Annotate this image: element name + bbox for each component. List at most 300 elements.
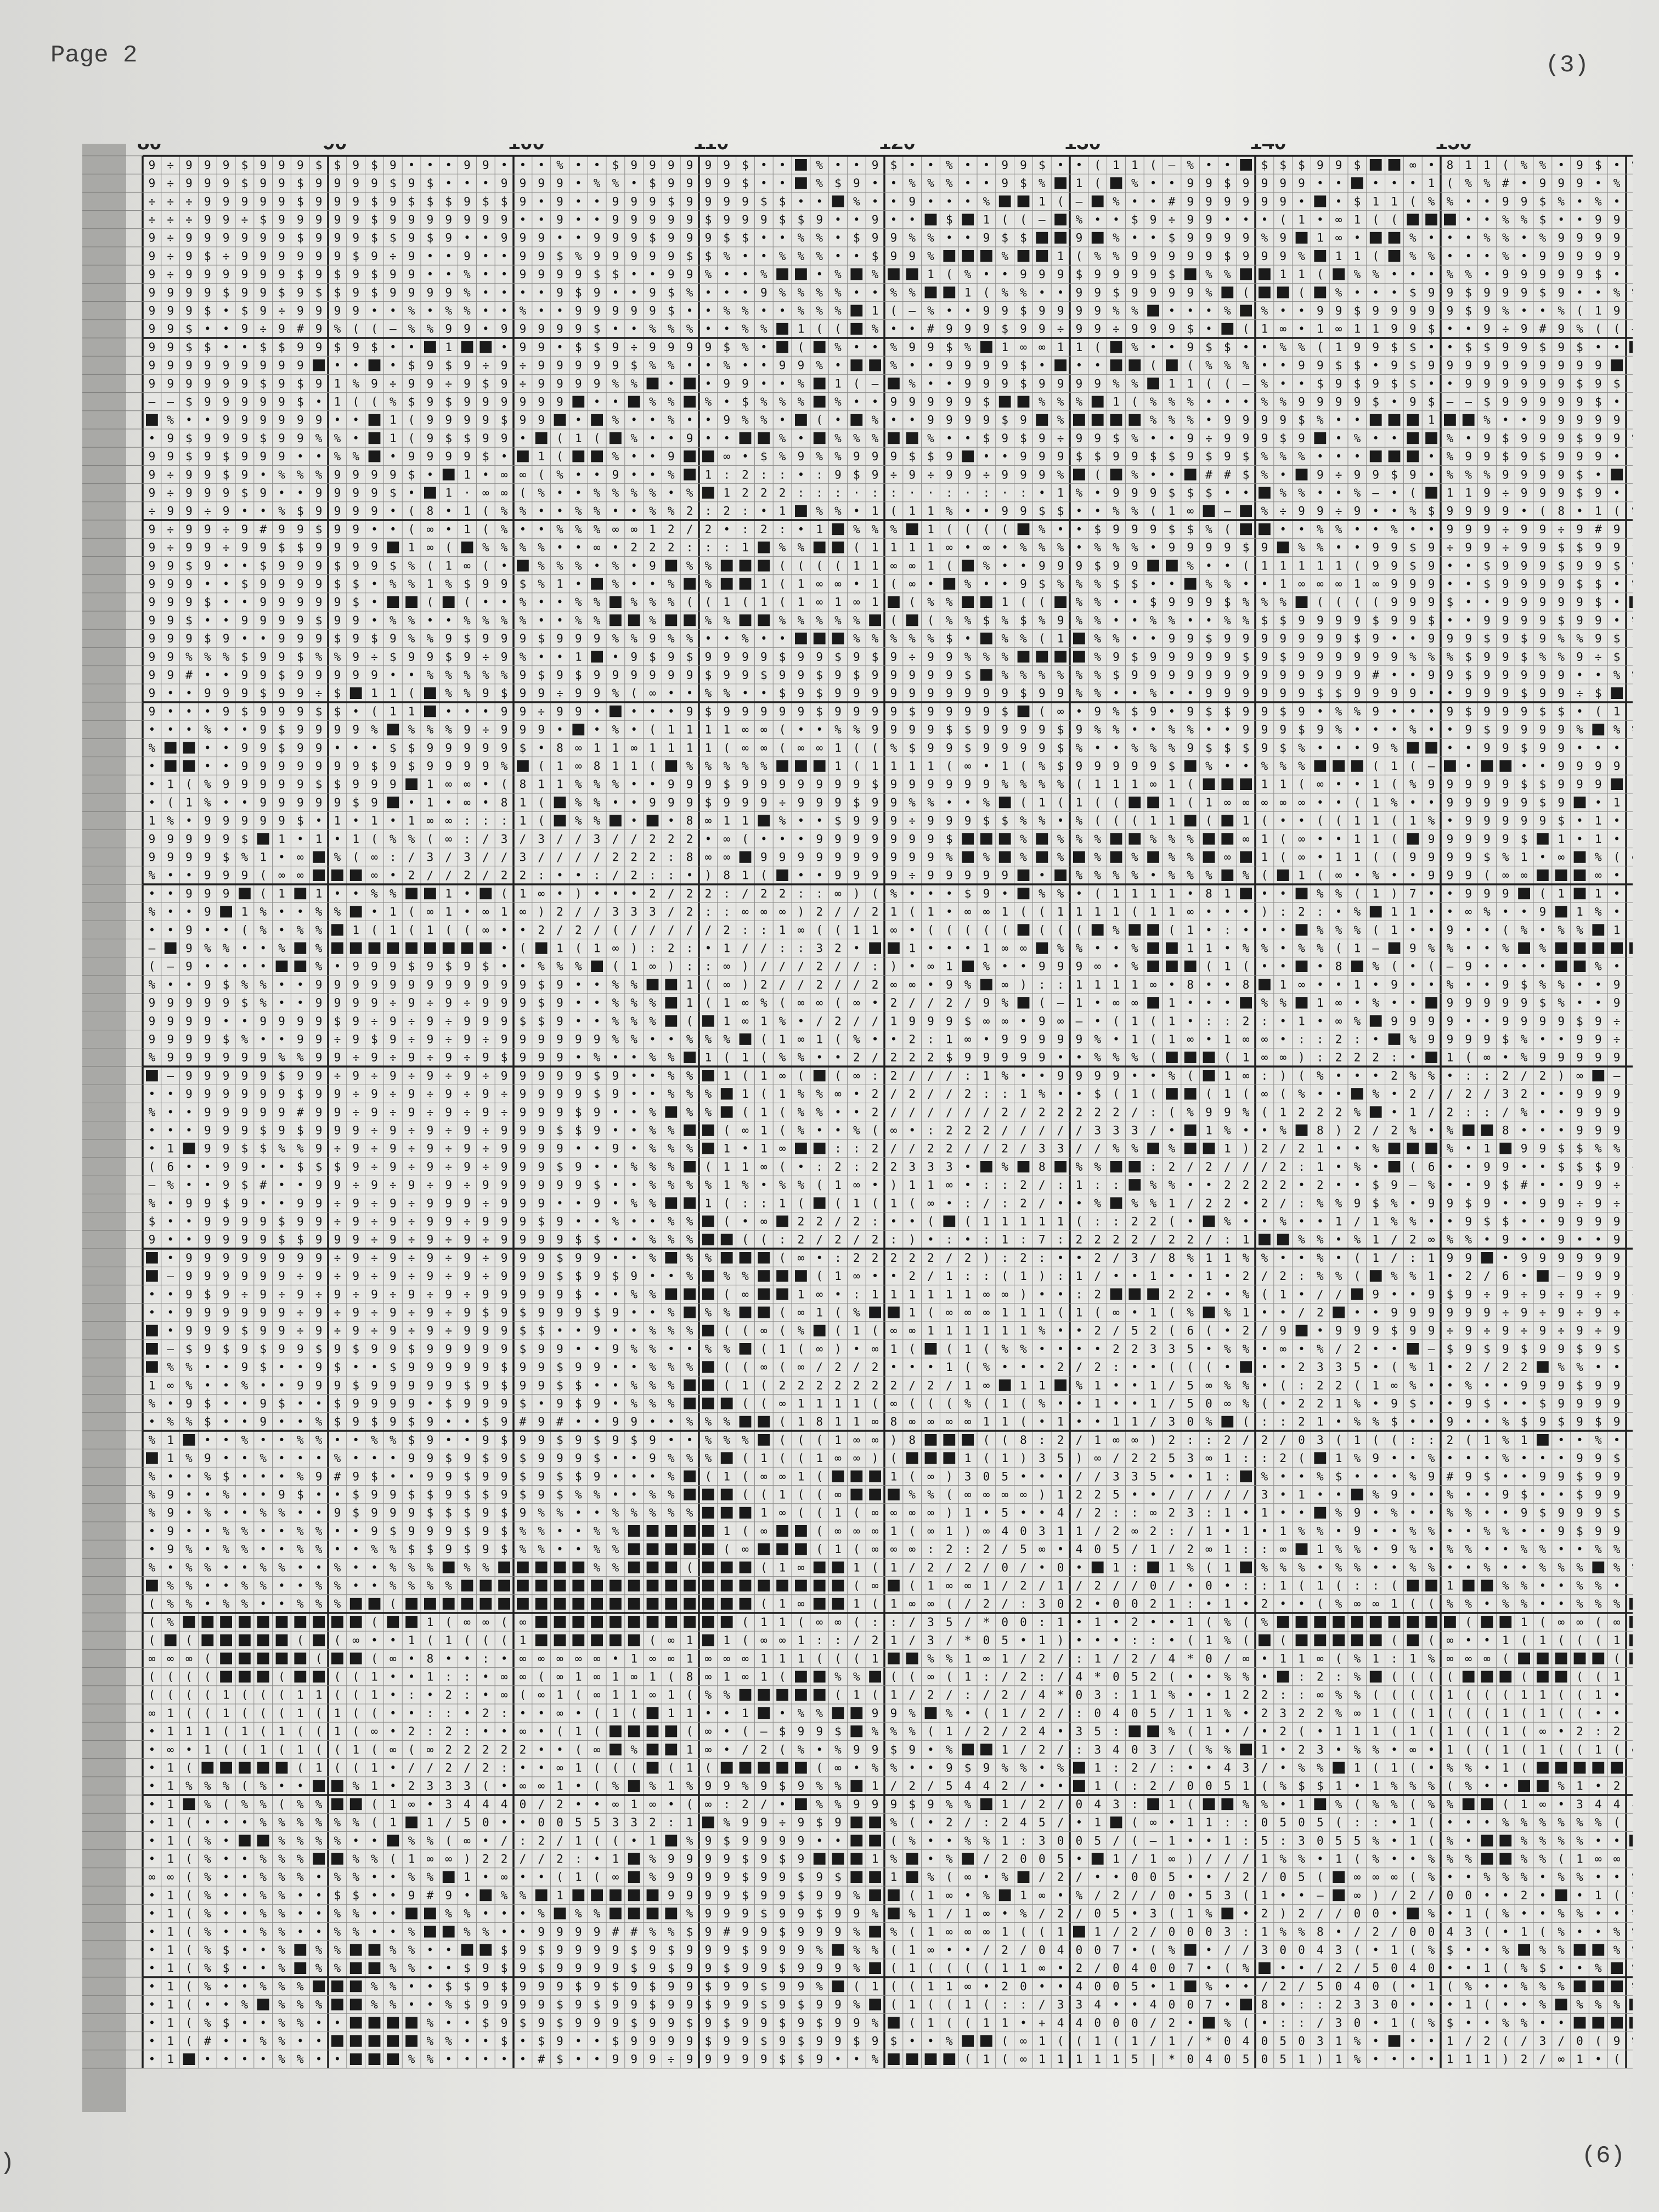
- stitch-symbol: •: [890, 213, 898, 227]
- stitch-symbol: ∞: [853, 1178, 860, 1192]
- stitch-symbol: 1: [742, 869, 749, 882]
- stitch-symbol: 9: [1465, 887, 1472, 900]
- stitch-symbol: %: [1076, 669, 1083, 682]
- stitch-symbol: 9: [1502, 396, 1509, 409]
- stitch-symbol: 9: [520, 232, 527, 245]
- stitch-symbol: •: [464, 177, 471, 190]
- stitch-symbol: [572, 724, 584, 735]
- stitch-symbol: •: [649, 1069, 656, 1082]
- stitch-symbol: [1632, 1197, 1633, 1210]
- stitch-symbol: •: [1391, 1105, 1398, 1119]
- stitch-symbol: •: [223, 796, 230, 809]
- stitch-symbol: $: [705, 213, 712, 227]
- stitch-symbol: 9: [185, 887, 193, 900]
- stitch-symbol: %: [816, 614, 823, 627]
- stitch-symbol: •: [964, 942, 972, 955]
- stitch-symbol: (: [445, 541, 452, 554]
- stitch-symbol: •: [352, 414, 359, 427]
- stitch-symbol: %: [1447, 195, 1454, 208]
- stitch-symbol: /: [834, 960, 842, 973]
- stitch-symbol: $: [185, 614, 193, 627]
- stitch-symbol: 1: [594, 942, 601, 955]
- stitch-symbol: [628, 614, 640, 626]
- stitch-symbol: •: [705, 323, 712, 336]
- stitch-symbol: •: [501, 250, 508, 263]
- stitch-symbol: •: [1150, 232, 1157, 245]
- stitch-symbol: 8: [556, 741, 563, 754]
- stitch-symbol: %: [1335, 1197, 1342, 1210]
- stitch-symbol: ∞: [742, 996, 749, 1009]
- stitch-symbol: 9: [909, 250, 916, 263]
- stitch-symbol: %: [1354, 1105, 1361, 1119]
- stitch-symbol: 9: [185, 942, 193, 955]
- stitch-symbol: 1: [390, 432, 397, 445]
- stitch-symbol: 2: [760, 887, 768, 900]
- stitch-symbol: •: [853, 250, 860, 263]
- stitch-symbol: 1: [890, 760, 898, 773]
- stitch-symbol: 9: [352, 632, 359, 645]
- stitch-symbol: –: [167, 960, 174, 973]
- stitch-symbol: ÷: [334, 1069, 341, 1082]
- stitch-symbol: $: [297, 1160, 304, 1173]
- stitch-symbol: 9: [464, 978, 471, 991]
- stitch-symbol: 9: [1595, 1087, 1602, 1101]
- stitch-symbol: •: [241, 960, 249, 973]
- stitch-symbol: ÷: [352, 1178, 359, 1192]
- stitch-symbol: •: [204, 705, 211, 718]
- stitch-symbol: %: [872, 323, 879, 336]
- stitch-symbol: 9: [167, 632, 174, 645]
- stitch-symbol: ÷: [390, 1087, 397, 1101]
- stitch-symbol: •: [760, 687, 768, 700]
- stitch-symbol: •: [1224, 996, 1231, 1009]
- stitch-symbol: 1: [1354, 942, 1361, 955]
- stitch-symbol: %: [668, 1087, 675, 1101]
- stitch-symbol: 9: [612, 468, 619, 481]
- stitch-symbol: %: [668, 396, 675, 409]
- stitch-symbol: (: [556, 432, 563, 445]
- stitch-symbol: 9: [501, 1197, 508, 1210]
- stitch-symbol: 2: [853, 1251, 860, 1265]
- stitch-symbol: ∞: [742, 741, 749, 754]
- stitch-symbol: [1036, 232, 1048, 244]
- stitch-symbol: 9: [1558, 796, 1565, 809]
- stitch-symbol: %: [834, 304, 842, 318]
- stitch-symbol: [721, 560, 733, 571]
- stitch-symbol: 2: [1261, 1142, 1268, 1155]
- stitch-symbol: %: [1076, 1160, 1083, 1173]
- stitch-symbol: %: [1169, 614, 1176, 627]
- stitch-symbol: 2: [1539, 1069, 1547, 1082]
- stitch-symbol: $: [1001, 705, 1008, 718]
- stitch-symbol: [721, 1088, 733, 1099]
- stitch-symbol: 9: [1539, 741, 1547, 754]
- stitch-symbol: 9: [630, 650, 637, 663]
- stitch-symbol: •: [556, 887, 563, 900]
- stitch-symbol: %: [1131, 177, 1138, 190]
- stitch-symbol: /: [760, 942, 768, 955]
- stitch-symbol: ∞: [1001, 978, 1008, 991]
- stitch-symbol: 9: [1354, 505, 1361, 518]
- stitch-symbol: 9: [149, 523, 156, 536]
- stitch-symbol: 3: [1131, 1124, 1138, 1137]
- stitch-symbol: •: [1428, 523, 1435, 536]
- stitch-symbol: [665, 1252, 677, 1263]
- stitch-symbol: •: [1150, 468, 1157, 481]
- stitch-symbol: $: [909, 450, 916, 463]
- stitch-symbol: 9: [482, 414, 489, 427]
- stitch-symbol: ÷: [167, 268, 174, 281]
- stitch-symbol: 9: [1521, 1251, 1528, 1265]
- stitch-symbol: :: [1094, 1178, 1101, 1192]
- stitch-symbol: ∞: [1372, 578, 1379, 591]
- stitch-symbol: •: [241, 596, 249, 609]
- stitch-symbol: $: [223, 978, 230, 991]
- stitch-symbol: %: [1243, 942, 1250, 955]
- stitch-symbol: 9: [352, 1069, 359, 1082]
- stitch-symbol: 9: [668, 650, 675, 663]
- stitch-symbol: %: [1001, 1160, 1008, 1173]
- stitch-symbol: %: [1354, 1233, 1361, 1246]
- stitch-symbol: 1: [927, 541, 934, 554]
- stitch-symbol: [740, 614, 752, 626]
- stitch-symbol: ÷: [1576, 687, 1583, 700]
- stitch-symbol: 9: [1539, 559, 1547, 572]
- stitch-symbol: 9: [1391, 359, 1398, 372]
- stitch-symbol: [1092, 195, 1104, 207]
- stitch-symbol: ÷: [371, 1124, 378, 1137]
- stitch-symbol: 1: [723, 1014, 730, 1028]
- stitch-symbol: $: [1428, 396, 1435, 409]
- stitch-symbol: •: [1409, 978, 1417, 991]
- stitch-symbol: 9: [1020, 468, 1027, 481]
- stitch-symbol: %: [816, 304, 823, 318]
- stitch-symbol: (: [1039, 923, 1046, 936]
- stitch-symbol: $: [816, 669, 823, 682]
- stitch-symbol: 9: [872, 851, 879, 864]
- stitch-symbol: $: [223, 450, 230, 463]
- stitch-symbol: 9: [1502, 505, 1509, 518]
- stitch-symbol: %: [1261, 232, 1268, 245]
- stitch-symbol: •: [445, 159, 452, 172]
- stitch-symbol: 9: [1558, 1051, 1565, 1064]
- stitch-symbol: •: [872, 195, 879, 208]
- stitch-symbol: •: [612, 796, 619, 809]
- stitch-symbol: /: [1020, 1124, 1027, 1137]
- stitch-symbol: :: [779, 523, 786, 536]
- stitch-symbol: 9: [520, 1251, 527, 1265]
- stitch-symbol: (: [1131, 905, 1138, 918]
- stitch-symbol: 9: [1076, 323, 1083, 336]
- stitch-symbol: $: [1465, 341, 1472, 354]
- stitch-symbol: •: [1205, 978, 1212, 991]
- stitch-symbol: 1: [1057, 250, 1064, 263]
- stitch-symbol: [1296, 997, 1308, 1008]
- stitch-symbol: •: [1317, 1215, 1324, 1228]
- stitch-symbol: 1: [686, 723, 693, 736]
- stitch-symbol: •: [1558, 1124, 1565, 1137]
- stitch-symbol: •: [445, 177, 452, 190]
- stitch-symbol: 9: [1613, 304, 1621, 318]
- stitch-symbol: •: [149, 796, 156, 809]
- stitch-symbol: $: [278, 1233, 285, 1246]
- stitch-symbol: 1: [185, 796, 193, 809]
- stitch-symbol: 9: [445, 213, 452, 227]
- stitch-symbol: %: [1502, 232, 1509, 245]
- stitch-symbol: %: [779, 614, 786, 627]
- stitch-symbol: [1203, 1052, 1215, 1063]
- stitch-symbol: ÷: [445, 377, 452, 390]
- stitch-symbol: $: [185, 450, 193, 463]
- stitch-symbol: (: [983, 286, 990, 299]
- stitch-symbol: •: [1150, 1069, 1157, 1082]
- stitch-symbol: 1: [1595, 887, 1602, 900]
- stitch-symbol: 2: [668, 541, 675, 554]
- stitch-symbol: •: [779, 832, 786, 845]
- stitch-symbol: /: [742, 887, 749, 900]
- stitch-symbol: ∞: [1187, 505, 1194, 518]
- stitch-symbol: %: [1094, 1197, 1101, 1210]
- stitch-symbol: :: [742, 923, 749, 936]
- stitch-symbol: 9: [223, 213, 230, 227]
- stitch-symbol: (: [1057, 796, 1064, 809]
- stitch-symbol: 9: [816, 796, 823, 809]
- stitch-symbol: %: [352, 450, 359, 463]
- stitch-symbol: :: [927, 1033, 934, 1046]
- stitch-symbol: ÷: [1113, 323, 1120, 336]
- stitch-symbol: [962, 560, 974, 571]
- stitch-symbol: (: [1243, 1087, 1250, 1101]
- stitch-symbol: –: [1447, 960, 1454, 973]
- stitch-symbol: •: [1335, 487, 1342, 500]
- stitch-symbol: 9: [890, 650, 898, 663]
- stitch-symbol: $: [520, 741, 527, 754]
- stitch-symbol: ∞: [1243, 1069, 1250, 1082]
- stitch-symbol: 9: [1057, 960, 1064, 973]
- stitch-symbol: ÷: [223, 523, 230, 536]
- stitch-symbol: $: [371, 1033, 378, 1046]
- stitch-symbol: :: [1113, 1178, 1120, 1192]
- stitch-symbol: 1: [1558, 887, 1565, 900]
- stitch-symbol: %: [1057, 541, 1064, 554]
- stitch-symbol: •: [909, 887, 916, 900]
- stitch-symbol: %: [1409, 1215, 1417, 1228]
- stitch-symbol: 1: [1076, 996, 1083, 1009]
- stitch-symbol: %: [983, 796, 990, 809]
- stitch-symbol: %: [390, 832, 397, 845]
- stitch-symbol: ∞: [297, 851, 304, 864]
- stitch-symbol: 6: [167, 1160, 174, 1173]
- stitch-symbol: •: [1261, 1124, 1268, 1137]
- stitch-symbol: •: [241, 796, 249, 809]
- stitch-symbol: 2: [964, 1251, 972, 1265]
- stitch-symbol: 1: [630, 960, 637, 973]
- stitch-symbol: 9: [983, 323, 990, 336]
- stitch-symbol: %: [649, 1124, 656, 1137]
- stitch-symbol: (: [167, 796, 174, 809]
- stitch-symbol: 1: [1169, 796, 1176, 809]
- stitch-symbol: 9: [1502, 741, 1509, 754]
- stitch-symbol: %: [1372, 1142, 1379, 1155]
- stitch-symbol: [1018, 997, 1030, 1008]
- stitch-symbol: 2: [853, 1215, 860, 1228]
- stitch-symbol: [1425, 997, 1437, 1008]
- stitch-symbol: 9: [334, 1178, 341, 1192]
- stitch-symbol: 9: [223, 232, 230, 245]
- stitch-symbol: ∞: [1001, 942, 1008, 955]
- stitch-symbol: 9: [927, 1014, 934, 1028]
- stitch-symbol: %: [1094, 669, 1101, 682]
- stitch-symbol: •: [167, 723, 174, 736]
- stitch-symbol: •: [853, 396, 860, 409]
- stitch-symbol: •: [1224, 159, 1231, 172]
- stitch-symbol: •: [1335, 414, 1342, 427]
- stitch-symbol: 9: [278, 523, 285, 536]
- stitch-symbol: •: [167, 1233, 174, 1246]
- stitch-symbol: :: [946, 1233, 953, 1246]
- stitch-symbol: 9: [686, 195, 693, 208]
- stitch-symbol: %: [686, 323, 693, 336]
- stitch-symbol: ÷: [445, 1251, 452, 1265]
- stitch-symbol: 9: [1354, 1197, 1361, 1210]
- stitch-symbol: –: [149, 1178, 156, 1192]
- stitch-symbol: $: [705, 796, 712, 809]
- stitch-symbol: 9: [927, 650, 934, 663]
- stitch-symbol: •: [1279, 1251, 1286, 1265]
- stitch-symbol: ∞: [1558, 851, 1565, 864]
- stitch-symbol: [980, 250, 992, 262]
- stitch-symbol: 9: [464, 1142, 471, 1155]
- stitch-symbol: (: [946, 923, 953, 936]
- stitch-symbol: 1: [946, 1269, 953, 1283]
- stitch-symbol: /: [946, 1105, 953, 1119]
- stitch-symbol: 9: [575, 687, 582, 700]
- stitch-symbol: •: [834, 359, 842, 372]
- stitch-symbol: [387, 943, 399, 954]
- stitch-symbol: •: [853, 341, 860, 354]
- stitch-symbol: %: [742, 341, 749, 354]
- stitch-symbol: %: [612, 996, 619, 1009]
- stitch-symbol: 9: [1261, 177, 1268, 190]
- stitch-symbol: $: [946, 723, 953, 736]
- stitch-symbol: %: [779, 396, 786, 409]
- stitch-symbol: 9: [427, 978, 434, 991]
- stitch-symbol: 1: [1409, 814, 1417, 827]
- stitch-symbol: 9: [1428, 1033, 1435, 1046]
- stitch-symbol: ÷: [1502, 541, 1509, 554]
- stitch-symbol: 9: [390, 1160, 397, 1173]
- stitch-symbol: 2: [464, 869, 471, 882]
- stitch-symbol: •: [445, 523, 452, 536]
- stitch-symbol: 9: [1483, 450, 1491, 463]
- stitch-symbol: [1632, 432, 1633, 445]
- stitch-symbol: 9: [204, 432, 211, 445]
- stitch-symbol: %: [1113, 705, 1120, 718]
- stitch-symbol: 1: [556, 778, 563, 791]
- stitch-symbol: %: [1076, 869, 1083, 882]
- stitch-symbol: 9: [1409, 596, 1417, 609]
- stitch-symbol: •: [1335, 832, 1342, 845]
- stitch-symbol: 9: [1131, 487, 1138, 500]
- stitch-symbol: 9: [1483, 286, 1491, 299]
- stitch-symbol: •: [1335, 1160, 1342, 1173]
- stitch-symbol: ÷: [1502, 523, 1509, 536]
- stitch-symbol: $: [668, 195, 675, 208]
- stitch-symbol: [443, 943, 455, 954]
- stitch-symbol: [1184, 268, 1197, 280]
- stitch-symbol: %: [594, 505, 601, 518]
- stitch-symbol: 9: [259, 159, 267, 172]
- stitch-symbol: 1: [1391, 195, 1398, 208]
- stitch-symbol: •: [1372, 978, 1379, 991]
- stitch-symbol: $: [241, 578, 249, 591]
- stitch-symbol: $: [1465, 650, 1472, 663]
- stitch-symbol: /: [501, 851, 508, 864]
- stitch-symbol: •: [1317, 960, 1324, 973]
- stitch-symbol: 1: [853, 923, 860, 936]
- stitch-symbol: 9: [1539, 1051, 1547, 1064]
- stitch-symbol: ∞: [834, 887, 842, 900]
- stitch-symbol: 9: [946, 468, 953, 481]
- stitch-symbol: (: [872, 887, 879, 900]
- stitch-symbol: 9: [1595, 632, 1602, 645]
- stitch-symbol: %: [149, 1105, 156, 1119]
- stitch-symbol: 9: [520, 1197, 527, 1210]
- stitch-symbol: /: [1502, 1105, 1509, 1119]
- stitch-symbol: (: [1317, 268, 1324, 281]
- stitch-symbol: 9: [1502, 268, 1509, 281]
- stitch-symbol: 9: [1113, 450, 1120, 463]
- stitch-symbol: %: [1187, 832, 1194, 845]
- stitch-symbol: %: [1243, 869, 1250, 882]
- stitch-symbol: %: [520, 541, 527, 554]
- stitch-symbol: 9: [1057, 614, 1064, 627]
- stitch-symbol: ∞: [705, 814, 712, 827]
- stitch-symbol: 1: [798, 323, 805, 336]
- stitch-symbol: 9: [1409, 942, 1417, 955]
- stitch-symbol: •: [630, 286, 637, 299]
- stitch-symbol: [387, 797, 399, 808]
- stitch-symbol: [165, 943, 177, 954]
- stitch-symbol: 1: [1279, 268, 1286, 281]
- stitch-symbol: /: [798, 960, 805, 973]
- stitch-symbol: 1: [1279, 578, 1286, 591]
- stitch-symbol: •: [834, 232, 842, 245]
- stitch-symbol: $: [223, 1197, 230, 1210]
- stitch-symbol: •: [1447, 1178, 1454, 1192]
- stitch-symbol: 9: [204, 195, 211, 208]
- stitch-symbol: •: [612, 650, 619, 663]
- stitch-symbol: (: [1150, 359, 1157, 372]
- stitch-symbol: [1425, 214, 1437, 225]
- stitch-symbol: 9: [1521, 705, 1528, 718]
- stitch-symbol: 9: [723, 377, 730, 390]
- stitch-symbol: [702, 1216, 714, 1227]
- stitch-symbol: ÷: [167, 250, 174, 263]
- stitch-symbol: [1018, 870, 1030, 881]
- stitch-symbol: [1184, 760, 1197, 772]
- stitch-symbol: 9: [909, 851, 916, 864]
- stitch-symbol: 9: [334, 232, 341, 245]
- stitch-symbol: 1: [538, 778, 545, 791]
- stitch-symbol: ÷: [1205, 432, 1212, 445]
- stitch-symbol: 1: [1150, 814, 1157, 827]
- stitch-symbol: %: [149, 1051, 156, 1064]
- stitch-symbol: %: [1243, 1251, 1250, 1265]
- stitch-symbol: (: [1243, 960, 1250, 973]
- stitch-symbol: 9: [185, 232, 193, 245]
- stitch-symbol: 9: [649, 632, 656, 645]
